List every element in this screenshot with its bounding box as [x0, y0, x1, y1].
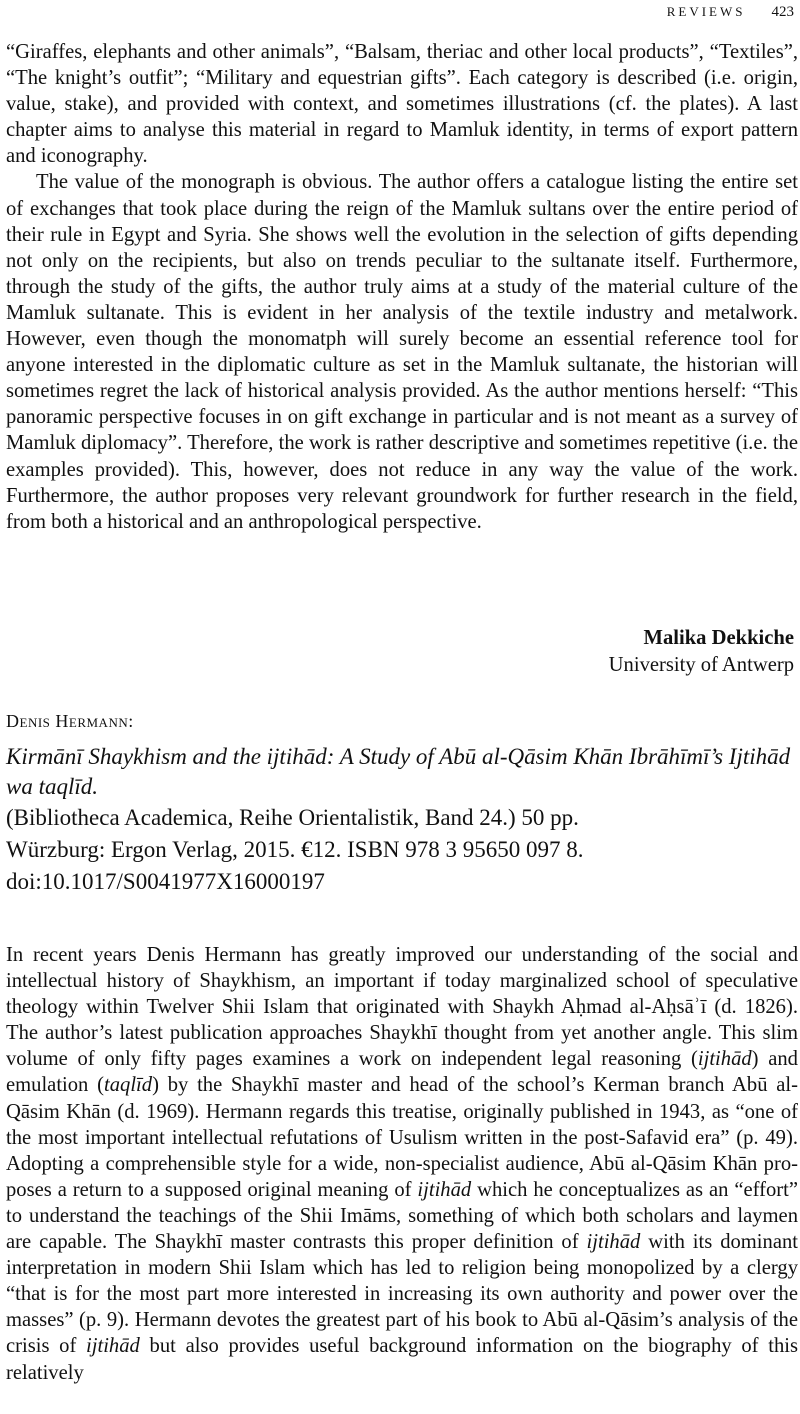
- book-title: Kirmānī Shaykhism and the ijtihād: A Study of Abū al-Qāsim Khān Ibrāhīmī’s Ijtihād wa taqlīd.: [6, 744, 791, 799]
- body-text: ) and emulation (: [6, 1048, 798, 1097]
- paragraph-categories: “Giraffes, elephants and other animals”, “Balsam, theriac and other local products”, “Textiles”, “The knight’s outfit”; “Military and equestrian gifts”. Each category is described (i.e. origin, value, stake), and provided with context, and sometimes illustrations (cf. the plates). A last chapter aims to analyse this material in regard to Mamluk identity, in terms of export pattern and iconography.: [6, 41, 798, 168]
- reviewer-signature: [609, 625, 794, 678]
- body-text: which he conceptualizes as an “effort” to understand the teachings of the Shii Imāms, something of which both scholars and laymen are capable. The Shaykhī master contrasts this proper definition of: [6, 1178, 798, 1254]
- section-title: REVIEWS: [666, 4, 746, 19]
- running-header: [667, 0, 794, 24]
- body-text: with its dominant interpretation in modern Shii Islam which has led to religion being monopolized by a clergy “that is for the most part more interested in increasing its own authority and power over the masses” (p. 9). Hermann devotes the greatest part of his book to Abū al-Qāsim’s analysis of the crisis of: [6, 1231, 798, 1358]
- body-text: but also provides useful background information on the biography of this relatively: [6, 1335, 798, 1384]
- italic-term: ijtihād: [586, 1231, 641, 1254]
- body-text: ) by the Shaykhī master and head of the school’s Kerman branch Abū al-Qāsim Khān (d. 1969). Hermann regards this treatise, originally published in 1943, as “one of the most important intellectual refutations of Usulism written in the post-Safavid era” (p. 49). Adopting a comprehensible style for a wide, non-specialist audience, Abū al-Qāsim Khān proposes a return to a supposed original meaning of: [6, 1074, 798, 1201]
- book-publisher: Würzburg: Ergon Verlag, 2015. €12. ISBN 978 3 95650 097 8.: [6, 837, 584, 862]
- italic-term: ijtihād: [86, 1335, 140, 1358]
- reviewer-affiliation: University of Antwerp: [608, 653, 794, 676]
- review-doi[interactable]: doi:10.1017/S0041977X16000197: [6, 869, 325, 894]
- body-text: In recent years Denis Hermann has greatly improved our understanding of the social and intellectual history of Shaykhism, an important if today marginalized school of speculative theology within Twelver Shii Islam that originated with Shaykh Aḥmad al-Aḥsāʾī (d. 1826). The author’s latest publication approaches Shaykhī thought from yet another angle. This slim volume of only fifty pages examines a work on independent legal reasoning (: [6, 944, 798, 1071]
- book-author: Denis Hermann:: [6, 711, 134, 731]
- review-heading: [6, 711, 798, 898]
- review-body: [6, 942, 798, 1386]
- italic-term: ijtihād: [697, 1048, 752, 1071]
- italic-term: taqlīd: [104, 1074, 153, 1097]
- previous-review-continuation: [6, 39, 798, 535]
- italic-term: ijtihād: [417, 1178, 472, 1201]
- review-paragraph: [6, 942, 798, 1386]
- paragraph-evaluation: The value of the monograph is obvious. The author offers a catalogue listing the entire set of exchanges that took place during the reign of the Mamluk sultans over the entire period of their rule in Egypt and Syria. She shows well the evolution in the selection of gifts depending not only on the recipients, but also on trends peculiar to the sultanate itself. Furthermore, through the study of the gifts, the author truly aims at a study of the material culture of the Mamluk sultanate. This is evident in her analysis of the textile industry and metalwork. However, even though the monomatph will surely become an essential reference tool for anyone interested in the diplomatic culture as set in the Mamluk sultanate, the historian will sometimes regret the lack of historical analysis provided. As the author mentions herself: “This panoramic perspective focuses in on gift exchange in particular and is not meant as a survey of Mamluk diplomacy”. Therefore, the work is rather descriptive and sometimes repetitive (i.e. the examples provided). This, however, does not reduce in any way the value of the work. Furthermore, the author proposes very relevant groundwork for further research in the field, from both a historical and an anthropological perspective.: [6, 171, 798, 533]
- book-series: (Bibliotheca Academica, Reihe Orientalistik, Band 24.) 50 pp.: [6, 805, 579, 830]
- page-number: 423: [771, 3, 794, 20]
- reviewer-name: Malika Dekkiche: [643, 627, 794, 649]
